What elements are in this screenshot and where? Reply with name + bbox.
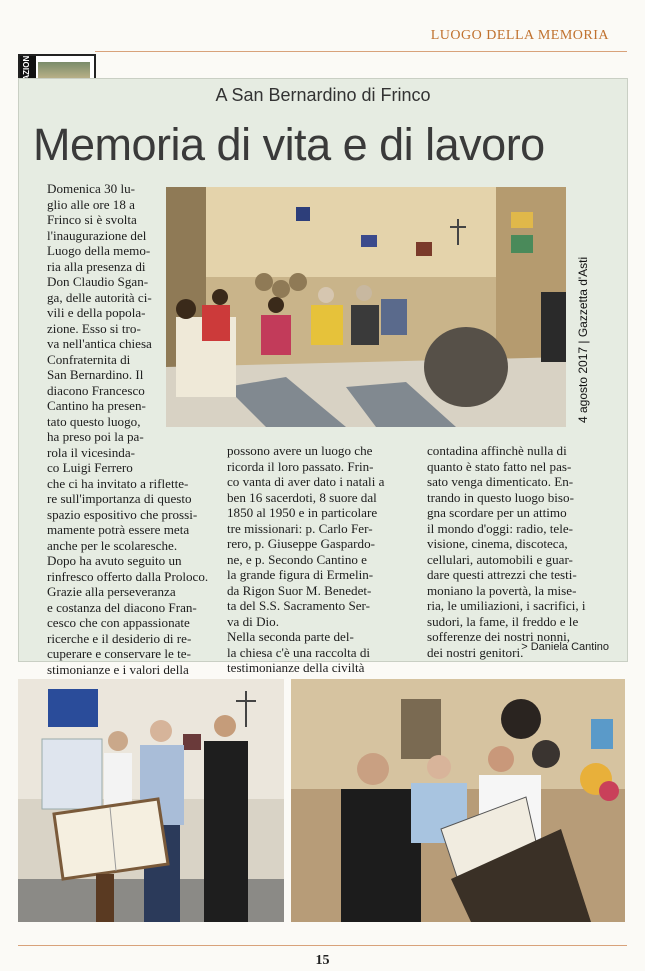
article-column-3: contadina affinchè nulla di quanto è stato fatto nel pas- sato venga dimenticato. En- trando in questo luogo biso- gna scordare per un attimo il mondo d'oggi: radio, tele- visione, cinema, discoteca, cellulari, automobili e guar- dare questi attrezzi che testi- moniano la povertà, la mise- ria, le umiliazioni, i sacrifici, i sudori, la fame, il freddo e le sofferenze dei nostri nonni, dei nostri genitori. [427, 443, 586, 660]
article-box [18, 78, 628, 677]
footer-rule [18, 945, 627, 946]
page-number: 15 [315, 953, 330, 968]
header-rule [95, 51, 627, 52]
photo-bottom-left [18, 679, 284, 922]
main-photo [166, 187, 566, 427]
article-column-2: possono avere un luogo che ricorda il loro passato. Frin- co vanta di aver dato i natali a ben 16 sacerdoti, 8 suore dal 1850 al 1950 e in particolare tre missionari: p. Carlo Fer- rero, p. Giuseppe Gaspardo- ne, e p. Secondo Cantino e la grande figura di Ermelin- da Rigon Suor M. Benedet- ta del S.S. Sacramento Ser- va di Dio. Nella seconda parte del- la chiesa c'è una raccolta di testimonianze della civiltà [227, 443, 385, 675]
source-label-text: 4 agosto 2017 | Gazzetta d'Asti [576, 256, 590, 423]
photo-bottom-right [291, 679, 625, 922]
article-column-1: Domenica 30 lu- glio alle ore 18 a Frinco si è svolta l'inaugurazione del Luogo della memo- ria alla presenza di Don Claudio Sgan- ga, delle autorità ci- vili e della popola- zione. Esso si tro- va nell'antica chiesa Confraternita di San Bernardino. Il diacono Francesco Cantino ha presen- tato questo luogo, ha preso poi la pa- rola il vicesinda- co Luigi Ferrero che ci ha invitato a riflette- re sull'importanza di questo spazio espositivo che prossi- mamente potrà essere meta anche per le scolaresche. Dopo ha avuto seguito un rinfresco offerto dalla Proloco. Grazie alla perseveranza e costanza del diacono Fran- cesco che con appassionate ricerche e il desiderio di re- cuperare e conservare le te- stimonianze e i valori della [47, 181, 209, 677]
byline-author: Daniela Cantino [530, 641, 609, 653]
article-kicker: A San Bernardino di Frinco [215, 85, 431, 105]
header-title: LUOGO DELLA MEMORIA [430, 28, 609, 43]
source-label [574, 195, 596, 425]
article-headline: Memoria di vita e di lavoro [33, 119, 545, 170]
byline: > Daniela Cantino [521, 641, 609, 653]
